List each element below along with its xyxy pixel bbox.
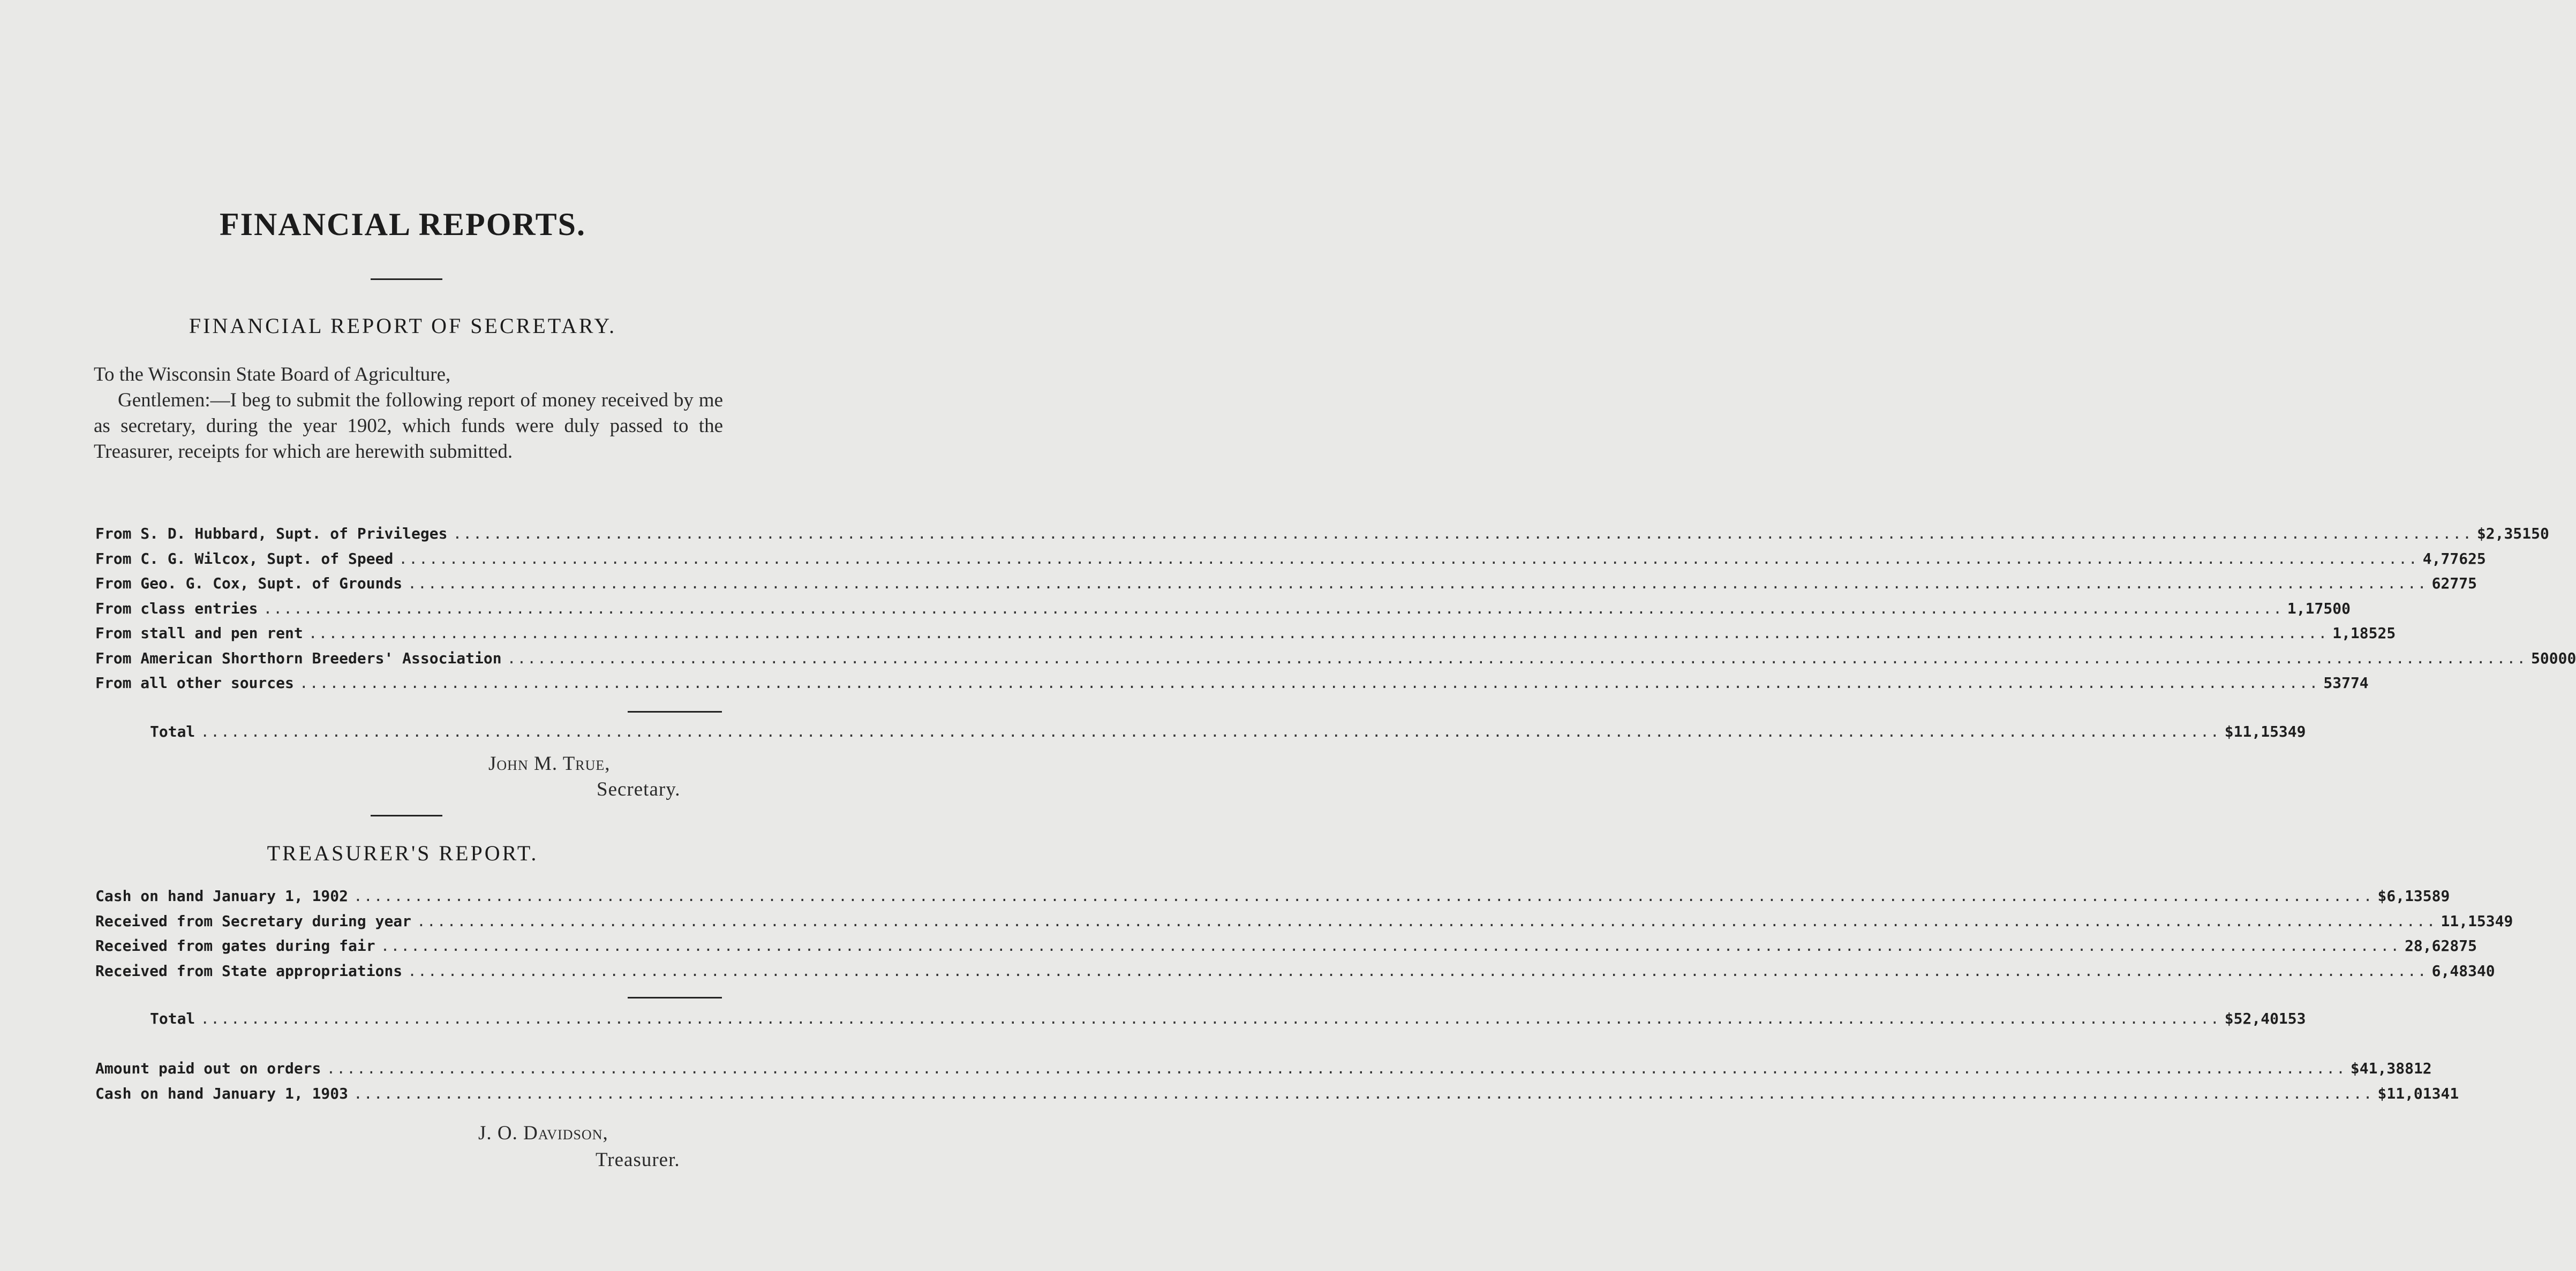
leader-dots: ........................................................................................................................................................................................................: [200, 723, 2220, 740]
ledger-cents: 00: [2332, 599, 2351, 617]
leader-dots: ........................................................................................................................................................................................................: [380, 937, 2401, 955]
title-divider: [371, 278, 442, 280]
page-title: FINANCIAL REPORTS.: [220, 207, 586, 242]
leader-dots: ........................................................................................................................................................................................................: [353, 1084, 2374, 1102]
total-row: [95, 723, 2306, 748]
ledger-label: From Geo. G. Cox, Supt. of Grounds: [95, 574, 403, 592]
total-label: Total: [150, 723, 195, 740]
ledger-amount: 537: [2323, 674, 2351, 692]
ledger-amount: 1,185: [2332, 624, 2378, 642]
treasurer-disbursements: [95, 1060, 2459, 1109]
leader-dots: ........................................................................................................................................................................................................: [507, 649, 2527, 667]
ledger-row: [95, 525, 2549, 550]
ledger-row: [95, 912, 2513, 937]
secretary-signature-title: Secretary.: [597, 778, 681, 800]
total-cents: 53: [2287, 1010, 2306, 1027]
ledger-amount: 1,175: [2287, 599, 2333, 617]
ledger-amount: $2,351: [2476, 525, 2532, 542]
leader-dots: ........................................................................................................................................................................................................: [417, 912, 2437, 930]
ledger-cents: 25: [2468, 549, 2486, 568]
leader-dots: ........................................................................................................................................................................................................: [408, 574, 2428, 592]
ledger-row: [95, 599, 2351, 625]
ledger-amount: 6,483: [2431, 962, 2477, 980]
secretary-ledger: [95, 525, 2576, 699]
ledger-amount: 4,776: [2422, 549, 2468, 568]
ledger-cents: 25: [2377, 624, 2396, 642]
ledger-label: Received from Secretary during year: [95, 912, 412, 930]
secretary-report-heading: FINANCIAL REPORT OF SECRETARY.: [189, 314, 617, 338]
ledger-amount: 627: [2431, 574, 2459, 592]
ledger-label: From stall and pen rent: [95, 624, 303, 642]
ledger-label: From S. D. Hubbard, Supt. of Privileges: [95, 525, 448, 542]
ledger-label: Received from State appropriations: [95, 962, 403, 980]
ledger-cents: 75: [2459, 574, 2477, 592]
ledger-cents: 12: [2413, 1060, 2432, 1077]
secretary-total: [95, 723, 2306, 748]
ledger-label: Cash on hand January 1, 1903: [95, 1084, 349, 1102]
ledger-row: [95, 649, 2576, 675]
ledger-row: [95, 1060, 2432, 1085]
salutation: To the Wisconsin State Board of Agriculture,: [94, 364, 451, 385]
ledger-label: From American Shorthorn Breeders' Association: [95, 649, 502, 667]
ledger-label: From C. G. Wilcox, Supt. of Speed: [95, 549, 394, 568]
treasurer-total: [95, 1010, 2306, 1035]
ledger-row: [95, 674, 2369, 699]
ledger-amount: 500: [2531, 649, 2558, 667]
ledger-cents: 89: [2431, 887, 2450, 905]
treasurer-report-heading: TREASURER'S REPORT.: [267, 841, 539, 865]
total-rule: [628, 997, 722, 998]
ledger-cents: 50: [2531, 525, 2549, 542]
ledger-cents: 40: [2476, 962, 2495, 980]
ledger-cents: 41: [2441, 1084, 2459, 1102]
leader-dots: ........................................................................................................................................................................................................: [308, 624, 2329, 642]
ledger-row: [95, 574, 2477, 600]
treasurer-signature-name: [478, 1122, 608, 1145]
total-label: Total: [150, 1010, 195, 1027]
secretary-letter: [94, 362, 723, 465]
total-cents: 49: [2287, 723, 2306, 740]
leader-dots: ........................................................................................................................................................................................................: [408, 962, 2428, 980]
total-rule: [628, 711, 722, 713]
ledger-row: [95, 937, 2477, 962]
ledger-amount: 11,153: [2441, 912, 2495, 930]
total-amount: $52,401: [2224, 1010, 2288, 1027]
ledger-label: From all other sources: [95, 674, 294, 692]
ledger-amount: $6,135: [2377, 887, 2432, 905]
ledger-cents: 74: [2350, 674, 2369, 692]
leader-dots: ........................................................................................................................................................................................................: [263, 599, 2283, 617]
leader-dots: ........................................................................................................................................................................................................: [299, 674, 2319, 692]
treasurer-ledger: [95, 887, 2513, 987]
leader-dots: ........................................................................................................................................................................................................: [326, 1060, 2346, 1077]
ledger-cents: 75: [2459, 937, 2477, 955]
ledger-row: [95, 624, 2396, 649]
ledger-label: Received from gates during fair: [95, 937, 375, 955]
total-row: [95, 1010, 2306, 1035]
leader-dots: ........................................................................................................................................................................................................: [200, 1010, 2220, 1027]
signature-name-text: John M. True,: [488, 753, 611, 775]
section-divider: [371, 815, 442, 816]
leader-dots: ........................................................................................................................................................................................................: [453, 525, 2473, 542]
ledger-row: [95, 1084, 2459, 1110]
ledger-row: [95, 887, 2450, 912]
signature-name-text: J. O. Davidson,: [478, 1122, 608, 1144]
ledger-amount: $41,388: [2350, 1060, 2414, 1077]
ledger-label: Cash on hand January 1, 1902: [95, 887, 349, 905]
ledger-row: [95, 549, 2486, 575]
ledger-label: Amount paid out on orders: [95, 1060, 321, 1077]
ledger-cents: 49: [2495, 912, 2513, 930]
leader-dots: ........................................................................................................................................................................................................: [398, 549, 2419, 568]
ledger-cents: 00: [2558, 649, 2576, 667]
secretary-signature-name: [488, 752, 611, 775]
ledger-row: [95, 962, 2495, 987]
leader-dots: ........................................................................................................................................................................................................: [353, 887, 2374, 905]
total-amount: $11,153: [2224, 723, 2288, 740]
ledger-label: From class entries: [95, 599, 258, 617]
treasurer-signature-title: Treasurer.: [596, 1149, 680, 1171]
letter-body: Gentlemen:—I beg to submit the following report of money received by me as secretary, during the year 1902, which funds were duly passed to the Treasurer, receipts for which are herewith submitted.: [94, 389, 723, 463]
ledger-amount: $11,013: [2377, 1084, 2441, 1102]
ledger-amount: 28,628: [2405, 937, 2459, 955]
